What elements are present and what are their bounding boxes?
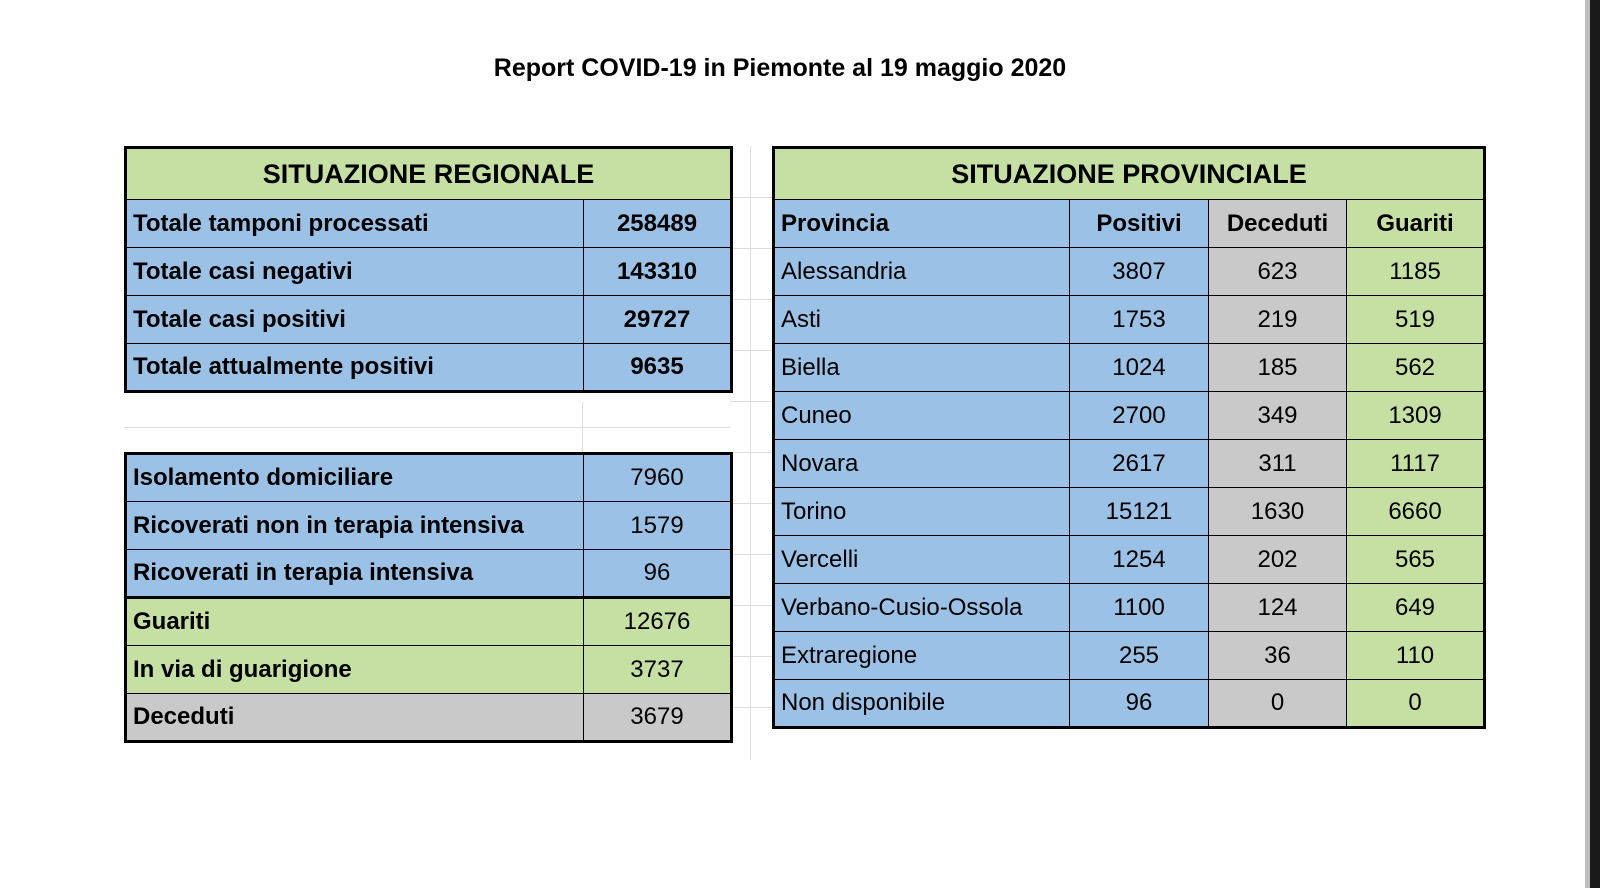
table-row: [126, 200, 732, 248]
provincial-table: [772, 146, 1486, 729]
provincia-cell: Cuneo: [774, 392, 1070, 440]
table-header-row: [774, 200, 1485, 248]
deceduti-cell: 349: [1209, 392, 1347, 440]
detail-value: 12676: [584, 598, 732, 646]
table-row: [774, 536, 1485, 584]
column-header-deceduti: Deceduti: [1209, 200, 1347, 248]
detail-label: Ricoverati in terapia intensiva: [126, 550, 584, 598]
detail-value: 3737: [584, 646, 732, 694]
table-row: [774, 248, 1485, 296]
table-row: [126, 296, 732, 344]
sheet-gridline: [730, 452, 772, 453]
deceduti-cell: 202: [1209, 536, 1347, 584]
sheet-gridline: [582, 402, 583, 452]
provincia-cell: Asti: [774, 296, 1070, 344]
table-row: [126, 646, 732, 694]
sheet-gridline: [730, 248, 772, 249]
detail-value: 3679: [584, 694, 732, 742]
guariti-cell: 519: [1347, 296, 1485, 344]
sheet-gridline: [750, 146, 751, 760]
detail-value: 96: [584, 550, 732, 598]
summary-label: Totale attualmente positivi: [126, 344, 584, 392]
detail-label: Isolamento domiciliare: [126, 454, 584, 502]
summary-value: 143310: [584, 248, 732, 296]
provincia-cell: Biella: [774, 344, 1070, 392]
guariti-cell: 562: [1347, 344, 1485, 392]
regional-header: SITUAZIONE REGIONALE: [126, 148, 732, 200]
sheet-gridline: [730, 197, 772, 198]
sheet-gridline: [730, 350, 772, 351]
provincia-cell: Vercelli: [774, 536, 1070, 584]
positivi-cell: 2617: [1070, 440, 1209, 488]
sheet-gridline: [730, 299, 772, 300]
table-row: [126, 454, 732, 502]
summary-value: 29727: [584, 296, 732, 344]
detail-label: Deceduti: [126, 694, 584, 742]
summary-label: Totale casi negativi: [126, 248, 584, 296]
table-row: [126, 248, 732, 296]
guariti-cell: 649: [1347, 584, 1485, 632]
table-row: [126, 344, 732, 392]
positivi-cell: 255: [1070, 632, 1209, 680]
sheet-gridline: [730, 707, 772, 708]
sheet-gridline: [730, 401, 772, 402]
table-row: [126, 694, 732, 742]
page-title: Report COVID-19 in Piemonte al 19 maggio 2020: [493, 54, 1067, 82]
positivi-cell: 1753: [1070, 296, 1209, 344]
positivi-cell: 1100: [1070, 584, 1209, 632]
detail-value: 1579: [584, 502, 732, 550]
table-row: [774, 440, 1485, 488]
window-edge: [1590, 0, 1600, 888]
deceduti-cell: 219: [1209, 296, 1347, 344]
detail-value: 7960: [584, 454, 732, 502]
deceduti-cell: 185: [1209, 344, 1347, 392]
guariti-cell: 1309: [1347, 392, 1485, 440]
summary-label: Totale tamponi processati: [126, 200, 584, 248]
sheet-gridline: [124, 427, 730, 428]
table-row: [126, 502, 732, 550]
positivi-cell: 2700: [1070, 392, 1209, 440]
summary-label: Totale casi positivi: [126, 296, 584, 344]
deceduti-cell: 1630: [1209, 488, 1347, 536]
guariti-cell: 6660: [1347, 488, 1485, 536]
sheet-gridline: [730, 554, 772, 555]
summary-value: 9635: [584, 344, 732, 392]
sheet-gridline: [730, 503, 772, 504]
table-row: [774, 584, 1485, 632]
provincia-cell: Alessandria: [774, 248, 1070, 296]
sheet-gridline: [730, 605, 772, 606]
summary-value: 258489: [584, 200, 732, 248]
deceduti-cell: 124: [1209, 584, 1347, 632]
column-header-guariti: Guariti: [1347, 200, 1485, 248]
table-row: [774, 632, 1485, 680]
deceduti-cell: 36: [1209, 632, 1347, 680]
provincial-header: SITUAZIONE PROVINCIALE: [774, 148, 1485, 200]
provincia-cell: Novara: [774, 440, 1070, 488]
table-row: [126, 550, 732, 598]
detail-label: Guariti: [126, 598, 584, 646]
regional-summary-table: [124, 146, 733, 393]
table-row: [774, 344, 1485, 392]
positivi-cell: 15121: [1070, 488, 1209, 536]
positivi-cell: 1024: [1070, 344, 1209, 392]
guariti-cell: 1185: [1347, 248, 1485, 296]
provincia-cell: Non disponibile: [774, 680, 1070, 728]
positivi-cell: 1254: [1070, 536, 1209, 584]
table-row: [774, 296, 1485, 344]
positivi-cell: 96: [1070, 680, 1209, 728]
guariti-cell: 110: [1347, 632, 1485, 680]
guariti-cell: 565: [1347, 536, 1485, 584]
provincia-cell: Extraregione: [774, 632, 1070, 680]
table-row: [126, 598, 732, 646]
detail-label: In via di guarigione: [126, 646, 584, 694]
column-header-provincia: Provincia: [774, 200, 1070, 248]
guariti-cell: 1117: [1347, 440, 1485, 488]
table-row: [774, 488, 1485, 536]
provincia-cell: Torino: [774, 488, 1070, 536]
deceduti-cell: 0: [1209, 680, 1347, 728]
table-row: [774, 392, 1485, 440]
regional-detail-table: [124, 452, 733, 743]
table-row: [774, 680, 1485, 728]
sheet-gridline: [730, 656, 772, 657]
deceduti-cell: 311: [1209, 440, 1347, 488]
deceduti-cell: 623: [1209, 248, 1347, 296]
guariti-cell: 0: [1347, 680, 1485, 728]
provincia-cell: Verbano-Cusio-Ossola: [774, 584, 1070, 632]
column-header-positivi: Positivi: [1070, 200, 1209, 248]
positivi-cell: 3807: [1070, 248, 1209, 296]
detail-label: Ricoverati non in terapia intensiva: [126, 502, 584, 550]
